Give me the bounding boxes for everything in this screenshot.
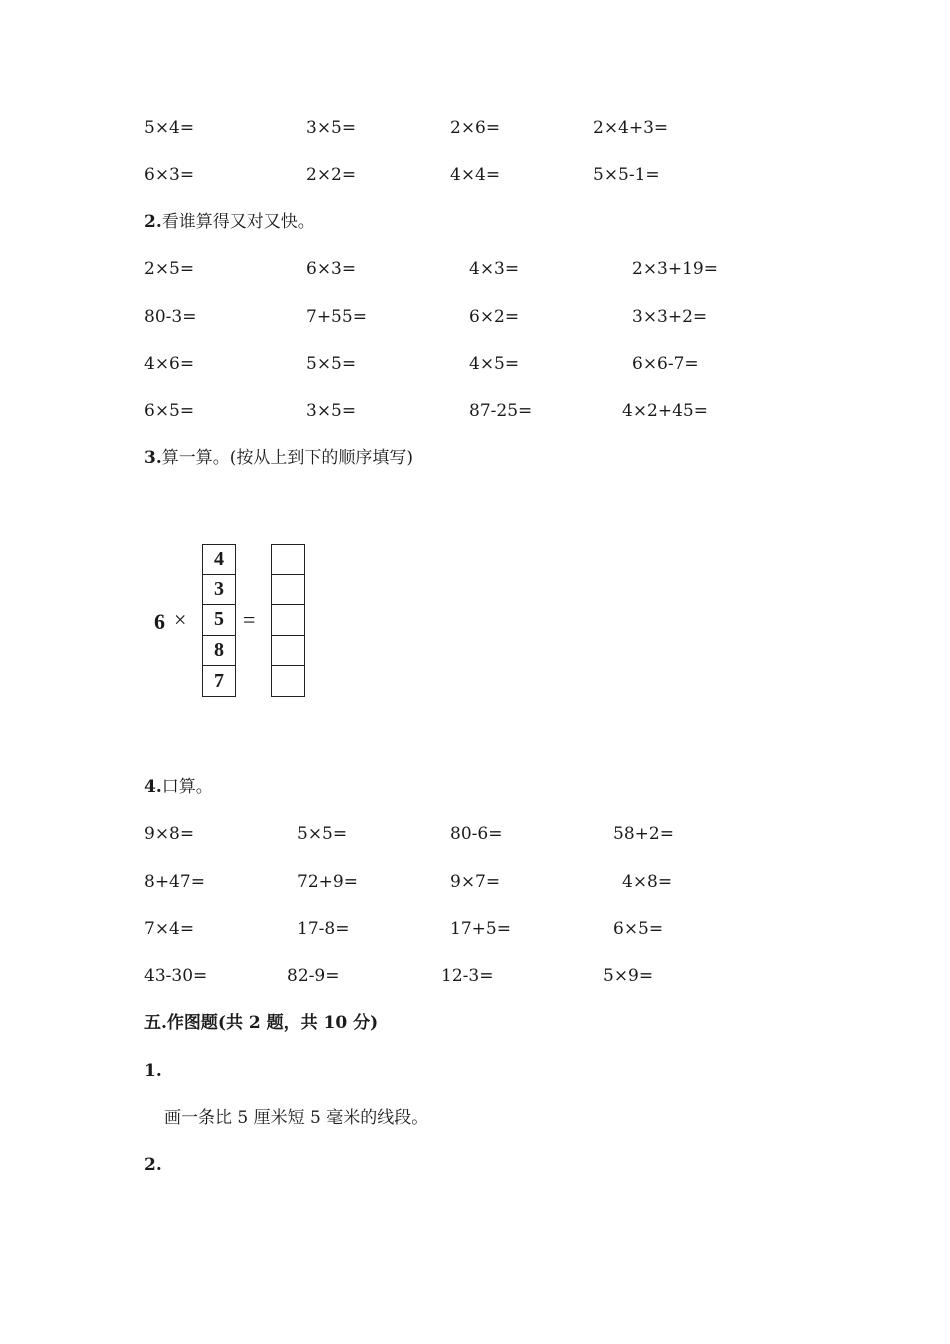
arith-item: 43-30= xyxy=(144,966,208,986)
answer-box[interactable] xyxy=(271,544,305,575)
multiplier-label: 6 xyxy=(154,609,165,634)
equals-sign: = xyxy=(243,607,256,632)
arith-item: 12-3= xyxy=(441,966,494,986)
arith-item: 2×6= xyxy=(450,118,501,138)
factor-box: 7 xyxy=(202,666,236,697)
arith-item: 6×6-7= xyxy=(632,354,699,374)
arith-item: 6×2= xyxy=(469,307,520,327)
factor-box: 4 xyxy=(202,544,236,575)
arith-item: 3×3+2= xyxy=(632,307,708,327)
arith-item: 8+47= xyxy=(144,872,205,892)
q4-row xyxy=(0,822,950,846)
arith-item: 58+2= xyxy=(613,824,674,844)
arith-item: 9×8= xyxy=(144,824,195,844)
arith-item: 9×7= xyxy=(450,872,501,892)
drawing-question-1-number: 1. xyxy=(144,1061,162,1081)
drawing-question-2-number: 2. xyxy=(144,1155,162,1175)
times-sign: × xyxy=(174,607,187,632)
arith-row-2 xyxy=(0,163,950,187)
arith-item: 87-25= xyxy=(469,401,533,421)
arith-item: 4×5= xyxy=(469,354,520,374)
arith-item: 3×5= xyxy=(306,401,357,421)
arith-item: 4×6= xyxy=(144,354,195,374)
answer-box[interactable] xyxy=(271,575,305,606)
arith-item: 80-6= xyxy=(450,824,503,844)
question-number: 2. xyxy=(144,212,162,232)
arith-item: 2×2= xyxy=(306,165,357,185)
arith-row-1 xyxy=(0,116,950,140)
factor-box: 5 xyxy=(202,605,236,636)
question-text: 算一算。(按从上到下的顺序填写) xyxy=(161,448,414,468)
answer-box[interactable] xyxy=(271,636,305,667)
question-number: 4. xyxy=(144,777,162,797)
arith-item: 5×5= xyxy=(306,354,357,374)
arith-item: 5×4= xyxy=(144,118,195,138)
arith-item: 5×9= xyxy=(603,966,654,986)
arith-item: 4×4= xyxy=(450,165,501,185)
question-2-heading xyxy=(144,210,315,234)
drawing-question-1-text: 画一条比 5 厘米短 5 毫米的线段。 xyxy=(164,1108,429,1128)
arith-item: 7×4= xyxy=(144,919,195,939)
q2-row xyxy=(0,352,950,376)
question-3-heading xyxy=(144,446,413,470)
arith-item: 72+9= xyxy=(297,872,358,892)
factor-box: 3 xyxy=(202,575,236,606)
arith-item: 6×3= xyxy=(144,165,195,185)
arith-item: 6×3= xyxy=(306,259,357,279)
q2-row xyxy=(0,399,950,423)
arith-item: 4×8= xyxy=(622,872,673,892)
factor-column xyxy=(202,544,236,697)
arith-item: 3×5= xyxy=(306,118,357,138)
arith-item: 2×5= xyxy=(144,259,195,279)
arith-item: 4×2+45= xyxy=(622,401,708,421)
arith-item: 17-8= xyxy=(297,919,350,939)
arith-item: 2×4+3= xyxy=(593,118,669,138)
arith-item: 5×5= xyxy=(297,824,348,844)
arith-item: 17+5= xyxy=(450,919,511,939)
question-number: 3. xyxy=(144,448,162,468)
question-text: 口算。 xyxy=(161,777,213,797)
factor-box: 8 xyxy=(202,636,236,667)
question-4-heading xyxy=(144,775,213,799)
arith-item: 7+55= xyxy=(306,307,367,327)
q4-row xyxy=(0,917,950,941)
q4-row xyxy=(0,964,950,988)
answer-box[interactable] xyxy=(271,605,305,636)
section-5-title: 五.作图题(共 2 题，共 10 分) xyxy=(144,1013,379,1033)
arith-item: 6×5= xyxy=(144,401,195,421)
question-text: 看谁算得又对又快。 xyxy=(161,212,315,232)
arith-item: 82-9= xyxy=(287,966,340,986)
multiplication-figure xyxy=(150,540,320,702)
arith-item: 4×3= xyxy=(469,259,520,279)
q4-row xyxy=(0,870,950,894)
answer-box[interactable] xyxy=(271,666,305,697)
answer-column xyxy=(271,544,305,697)
arith-item: 80-3= xyxy=(144,307,197,327)
q2-row xyxy=(0,305,950,329)
arith-item: 2×3+19= xyxy=(632,259,718,279)
arith-item: 5×5-1= xyxy=(593,165,660,185)
arith-item: 6×5= xyxy=(613,919,664,939)
q2-row xyxy=(0,257,950,281)
